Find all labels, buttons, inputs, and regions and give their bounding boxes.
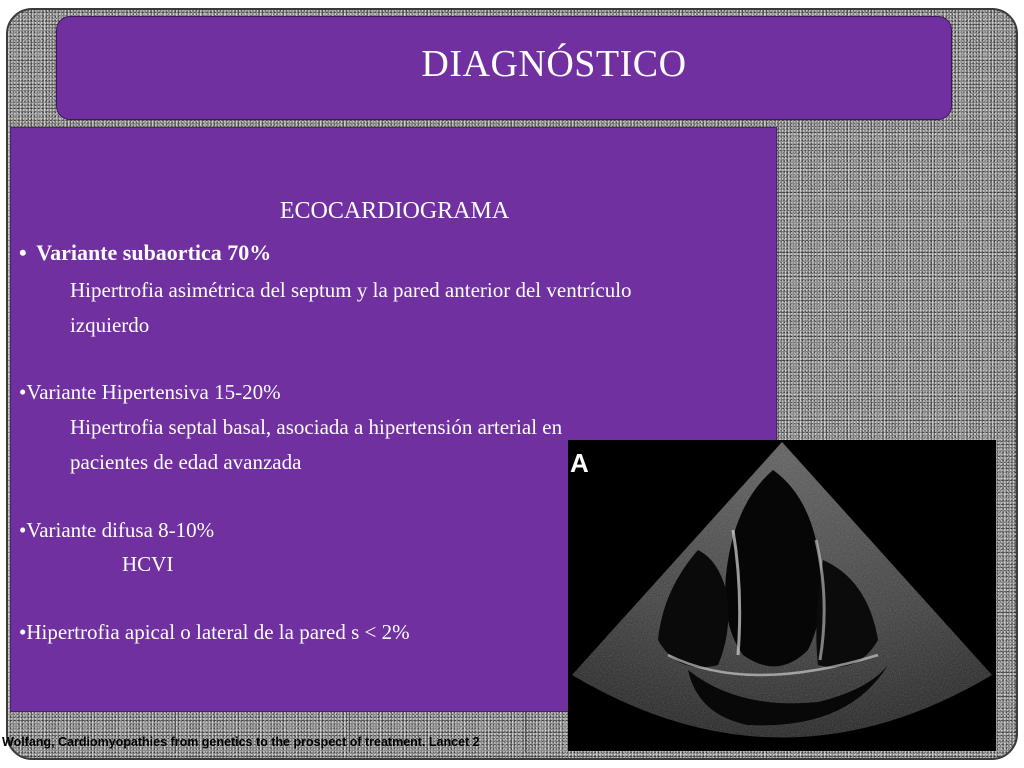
section-heading: ECOCARDIOGRAMA: [279, 198, 510, 224]
bullet-detail-line: izquierdo: [70, 313, 150, 337]
echocardiogram-graphic: [568, 440, 996, 751]
bullet-marker: •: [19, 518, 27, 542]
bullet-detail-line: Hipertrofia asimétrica del septum y la pared anterior del ventrículo: [70, 278, 632, 302]
echocardiogram-image: [568, 440, 996, 751]
bullet-item-diffuse: [19, 518, 214, 543]
slide-title: DIAGNÓSTICO: [421, 43, 687, 85]
bullet-label: Hipertrofia apical o lateral de la pared s < 2%: [26, 620, 410, 644]
bullet-marker: •: [19, 620, 27, 644]
bullet-item-hypertensive: [19, 380, 281, 405]
bullet-label: Variante Hipertensiva 15-20%: [26, 380, 281, 404]
citation-tail: 1637: [615, 735, 644, 749]
citation-text: [2, 735, 643, 749]
bullet-detail-line: pacientes de edad avanzada: [70, 450, 302, 474]
bullet-marker: •: [19, 240, 27, 265]
bullet-detail-line: Hipertrofia septal basal, asociada a hipertensión arterial en: [70, 415, 563, 439]
bullet-label: Variante difusa 8-10%: [26, 518, 215, 542]
bullet-label: Variante subaortica 70%: [36, 240, 272, 265]
image-panel-label: A: [570, 448, 589, 478]
bullet-detail-line: HCVI: [122, 552, 174, 576]
bullet-marker: •: [19, 380, 27, 404]
citation-main: Wolfang, Cardiomyopathies from genetics to the prospect of treatment. Lancet 2: [2, 735, 480, 749]
bullet-item-apical: [19, 620, 410, 645]
bullet-item-subaortic: [19, 240, 271, 266]
